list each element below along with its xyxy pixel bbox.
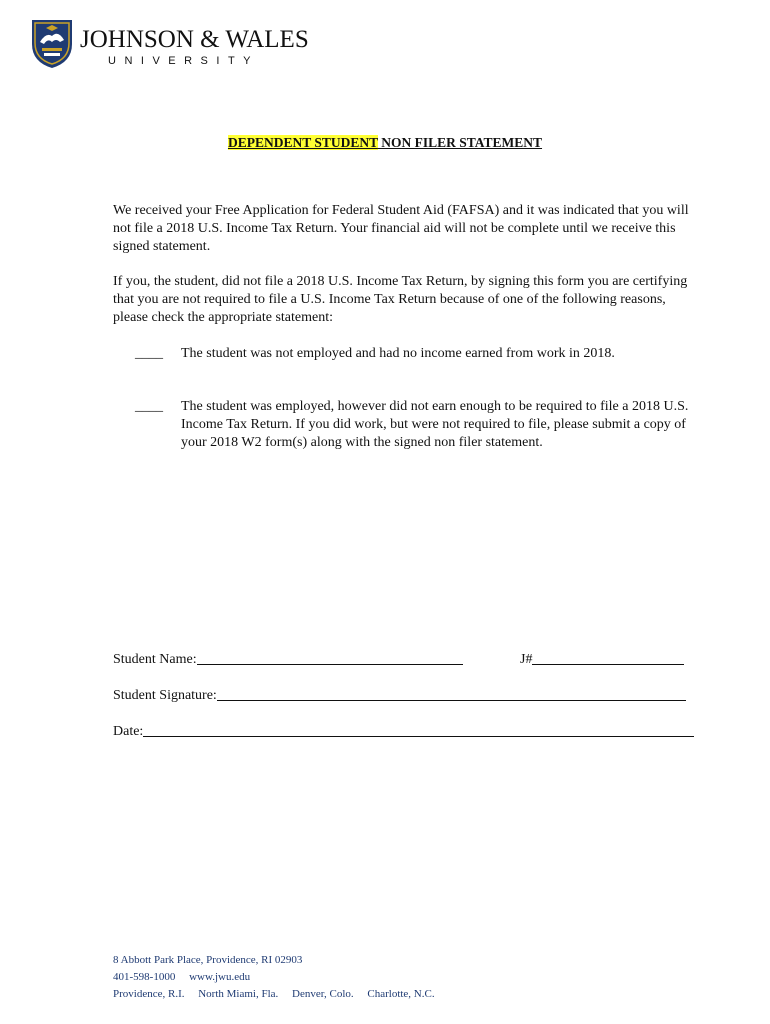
footer-campuses	[113, 986, 435, 1003]
j-number-label: J#	[520, 652, 533, 667]
page-title	[0, 135, 770, 151]
footer-contact	[113, 969, 250, 986]
date-label: Date:	[113, 724, 144, 739]
checkbox-blank[interactable]: ____	[135, 399, 163, 414]
signature-label: Student Signature:	[113, 688, 217, 703]
student-name-line[interactable]	[197, 650, 463, 665]
j-number-field	[520, 648, 684, 669]
campus-charlotte: Charlotte, N.C.	[367, 988, 435, 1000]
student-name-field	[113, 648, 463, 669]
certify-paragraph: If you, the student, did not file a 2018 U.S. Income Tax Return, by signing this form you are certifying that you are not required to file a U.S. Income Tax Return because of one of the following reasons, please check the appropriate statement:	[113, 274, 688, 325]
student-name-label: Student Name:	[113, 652, 197, 667]
title-highlight: DEPENDENT STUDENT	[227, 135, 378, 150]
date-line[interactable]	[143, 722, 694, 737]
logo-name: JOHNSON & WALES	[80, 26, 309, 53]
campus-providence: Providence, R.I.	[113, 988, 185, 1000]
campus-denver: Denver, Colo.	[292, 988, 354, 1000]
footer-phone: 401-598-1000	[113, 971, 176, 983]
logo-subtitle: UNIVERSITY	[108, 55, 260, 67]
checkbox-blank[interactable]: ____	[135, 346, 163, 361]
footer-web[interactable]: www.jwu.edu	[189, 971, 251, 983]
footer-address: 8 Abbott Park Place, Providence, RI 02903	[113, 954, 303, 966]
campus-north-miami: North Miami, Fla.	[198, 988, 279, 1000]
date-field	[113, 720, 694, 741]
intro-paragraph: We received your Free Application for Federal Student Aid (FAFSA) and it was indicated that you will not file a 2018 U.S. Income Tax Return. Your financial aid will not be complete until we receive this signed statement.	[113, 203, 689, 254]
shield-icon	[28, 16, 76, 70]
university-logo	[28, 16, 309, 72]
signature-field	[113, 684, 686, 705]
j-number-line[interactable]	[532, 650, 684, 665]
signature-line[interactable]	[217, 686, 686, 701]
title-rest: NON FILER STATEMENT	[377, 135, 543, 150]
option-text: The student was employed, however did not earn enough to be required to file a 2018 U.S. Income Tax Return. If you did work, but were not required to file, please submit a copy of your 2018 W2 form(s) along with the signed non filer statement.	[181, 399, 689, 450]
option-text: The student was not employed and had no income earned from work in 2018.	[181, 346, 615, 361]
